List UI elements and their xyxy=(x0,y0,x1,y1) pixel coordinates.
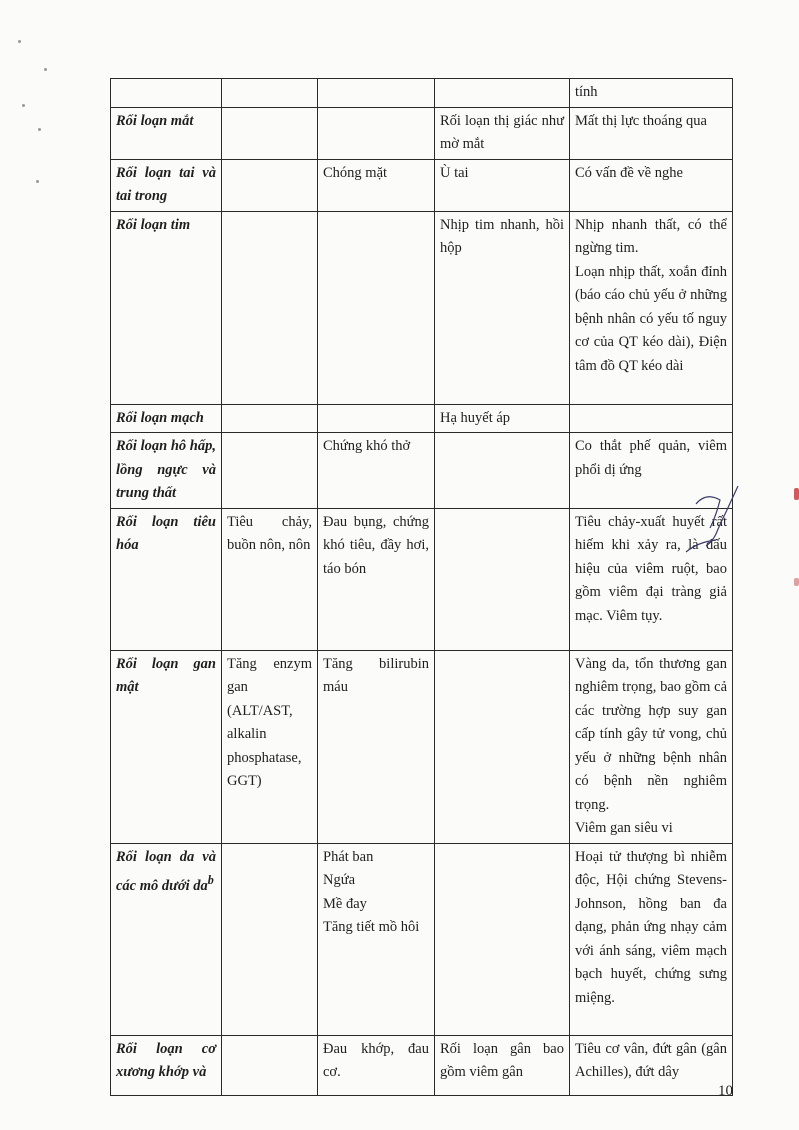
frequency-cell-1 xyxy=(222,107,318,159)
table-row xyxy=(111,79,733,108)
organ-system-cell xyxy=(111,650,222,843)
frequency-cell-1 xyxy=(222,404,318,433)
table-row xyxy=(111,404,733,433)
organ-system-label: Rối loạn cơ xương khớp và xyxy=(116,1040,216,1080)
frequency-cell-4 xyxy=(570,1035,733,1095)
edge-stain xyxy=(794,488,799,500)
organ-system-label: Rối loạn gan mật xyxy=(116,655,216,695)
frequency-cell-1 xyxy=(222,843,318,1035)
edge-stain xyxy=(794,578,799,586)
frequency-cell-4 xyxy=(570,159,733,211)
frequency-cell-3 xyxy=(435,843,570,1035)
organ-system-cell xyxy=(111,79,222,108)
adverse-effects-table xyxy=(110,78,733,1096)
frequency-cell-1 xyxy=(222,211,318,404)
frequency-cell-1 xyxy=(222,650,318,843)
cell-text: Tăng tiết mồ hôi xyxy=(323,919,420,935)
cell-text: Nhịp tim nhanh, hồi hộp xyxy=(440,216,564,256)
cell-text: Chóng mặt xyxy=(323,164,388,181)
organ-system-cell xyxy=(111,1035,222,1095)
frequency-cell-1 xyxy=(222,433,318,509)
frequency-cell-1 xyxy=(222,159,318,211)
table-row xyxy=(111,650,733,843)
frequency-cell-2 xyxy=(318,843,435,1035)
cell-text: Tiêu cơ vân, đứt gân (gân Achilles), đứt dây xyxy=(575,1040,727,1080)
frequency-cell-4 xyxy=(570,404,733,433)
page-number: 10 xyxy=(718,1083,733,1099)
frequency-cell-2 xyxy=(318,211,435,404)
table-row xyxy=(111,433,733,509)
scan-speck xyxy=(18,40,21,43)
cell-text: Ù tai xyxy=(440,164,469,181)
frequency-cell-1 xyxy=(222,1035,318,1095)
frequency-cell-2 xyxy=(318,404,435,433)
cell-text: Có vấn đề về nghe xyxy=(575,164,683,181)
cell-text: Mất thị lực thoáng qua xyxy=(575,112,707,129)
cell-text: Hoại tử thượng bì nhiễm độc, Hội chứng Stevens-Johnson, hồng ban đa dạng, phản ứng nhạy cảm với ánh sáng, viêm mạch bạch huyết, chứng sưng miệng. xyxy=(575,848,727,1006)
organ-system-cell xyxy=(111,433,222,509)
cell-text: tính xyxy=(575,84,598,100)
frequency-cell-4 xyxy=(570,107,733,159)
scan-speck xyxy=(44,68,47,71)
table-body xyxy=(111,79,733,1096)
cell-text: Đau bụng, chứng khó tiêu, đầy hơi, táo bón xyxy=(323,513,429,577)
frequency-cell-3 xyxy=(435,433,570,509)
organ-system-cell xyxy=(111,404,222,433)
frequency-cell-2 xyxy=(318,508,435,650)
cell-text: Co thắt phế quản, viêm phổi dị ứng xyxy=(575,438,727,478)
frequency-cell-4 xyxy=(570,211,733,404)
scan-speck xyxy=(36,180,39,183)
organ-system-label: Rối loạn da và các mô dưới da xyxy=(116,848,216,894)
frequency-cell-3 xyxy=(435,650,570,843)
organ-system-label: Rối loạn mạch xyxy=(116,409,204,426)
organ-system-cell xyxy=(111,159,222,211)
frequency-cell-2 xyxy=(318,433,435,509)
organ-system-label: Rối loạn tai và tai trong xyxy=(116,164,216,204)
table-row xyxy=(111,159,733,211)
cell-text: Viêm gan siêu vi xyxy=(575,820,673,836)
signature-stroke xyxy=(676,482,746,572)
frequency-cell-3 xyxy=(435,79,570,108)
cell-text: Tăng bilirubin máu xyxy=(323,655,429,695)
cell-text: Tăng enzym gan (ALT/AST, alkalin phosphatase, GGT) xyxy=(227,655,312,789)
frequency-cell-3 xyxy=(435,211,570,404)
footnote-marker: b xyxy=(207,873,214,887)
cell-text: Tiêu chảy-xuất huyết rất hiếm khi xảy ra, là dấu hiệu của viêm ruột, bao gồm viêm đại tràng giả mạc. Viêm tụy. xyxy=(575,513,727,624)
frequency-cell-2 xyxy=(318,1035,435,1095)
cell-text: Chứng khó thở xyxy=(323,438,411,454)
frequency-cell-3 xyxy=(435,1035,570,1095)
organ-system-label: Rối loạn tiêu hóa xyxy=(116,513,216,553)
frequency-cell-1 xyxy=(222,508,318,650)
organ-system-cell xyxy=(111,843,222,1035)
cell-text: Ngứa xyxy=(323,872,356,888)
frequency-cell-2 xyxy=(318,159,435,211)
table-row xyxy=(111,211,733,404)
cell-text: Vàng da, tổn thương gan nghiêm trọng, bao gồm cả các trường hợp suy gan cấp tính gây tử vong, chủ yếu ở những bệnh nhân có bệnh nền nghiêm trọng. xyxy=(575,655,727,813)
cell-text: Đau khớp, đau cơ. xyxy=(323,1040,429,1080)
scan-speck xyxy=(22,104,25,107)
frequency-cell-2 xyxy=(318,650,435,843)
table-row xyxy=(111,107,733,159)
organ-system-cell xyxy=(111,107,222,159)
cell-text: Nhịp nhanh thất, có thể ngừng tim. xyxy=(575,216,727,256)
frequency-cell-4 xyxy=(570,79,733,108)
cell-text: Tiêu chảy, buồn nôn, nôn xyxy=(227,513,312,553)
table-row xyxy=(111,843,733,1035)
cell-text: Phát ban xyxy=(323,848,374,865)
frequency-cell-4 xyxy=(570,650,733,843)
frequency-cell-3 xyxy=(435,159,570,211)
frequency-cell-3 xyxy=(435,508,570,650)
organ-system-cell xyxy=(111,211,222,404)
table-row xyxy=(111,1035,733,1095)
cell-text: Rối loạn thị giác như mờ mắt xyxy=(440,112,564,152)
table-row xyxy=(111,508,733,650)
frequency-cell-3 xyxy=(435,404,570,433)
cell-text: Mề đay xyxy=(323,895,367,912)
frequency-cell-2 xyxy=(318,107,435,159)
frequency-cell-2 xyxy=(318,79,435,108)
cell-text: Loạn nhịp thất, xoắn đỉnh (báo cáo chủ yếu ở những bệnh nhân có yếu tố nguy cơ của QT kéo dài), Điện tâm đồ QT kéo dài xyxy=(575,263,727,374)
cell-text: Rối loạn gân bao gồm viêm gân xyxy=(440,1040,564,1080)
frequency-cell-1 xyxy=(222,79,318,108)
organ-system-cell xyxy=(111,508,222,650)
organ-system-label: Rối loạn mắt xyxy=(116,112,194,129)
frequency-cell-4 xyxy=(570,843,733,1035)
cell-text: Hạ huyết áp xyxy=(440,409,511,426)
scan-speck xyxy=(38,128,41,131)
organ-system-label: Rối loạn tim xyxy=(116,216,191,233)
frequency-cell-3 xyxy=(435,107,570,159)
organ-system-label: Rối loạn hô hấp, lồng ngực và trung thất xyxy=(116,438,216,501)
